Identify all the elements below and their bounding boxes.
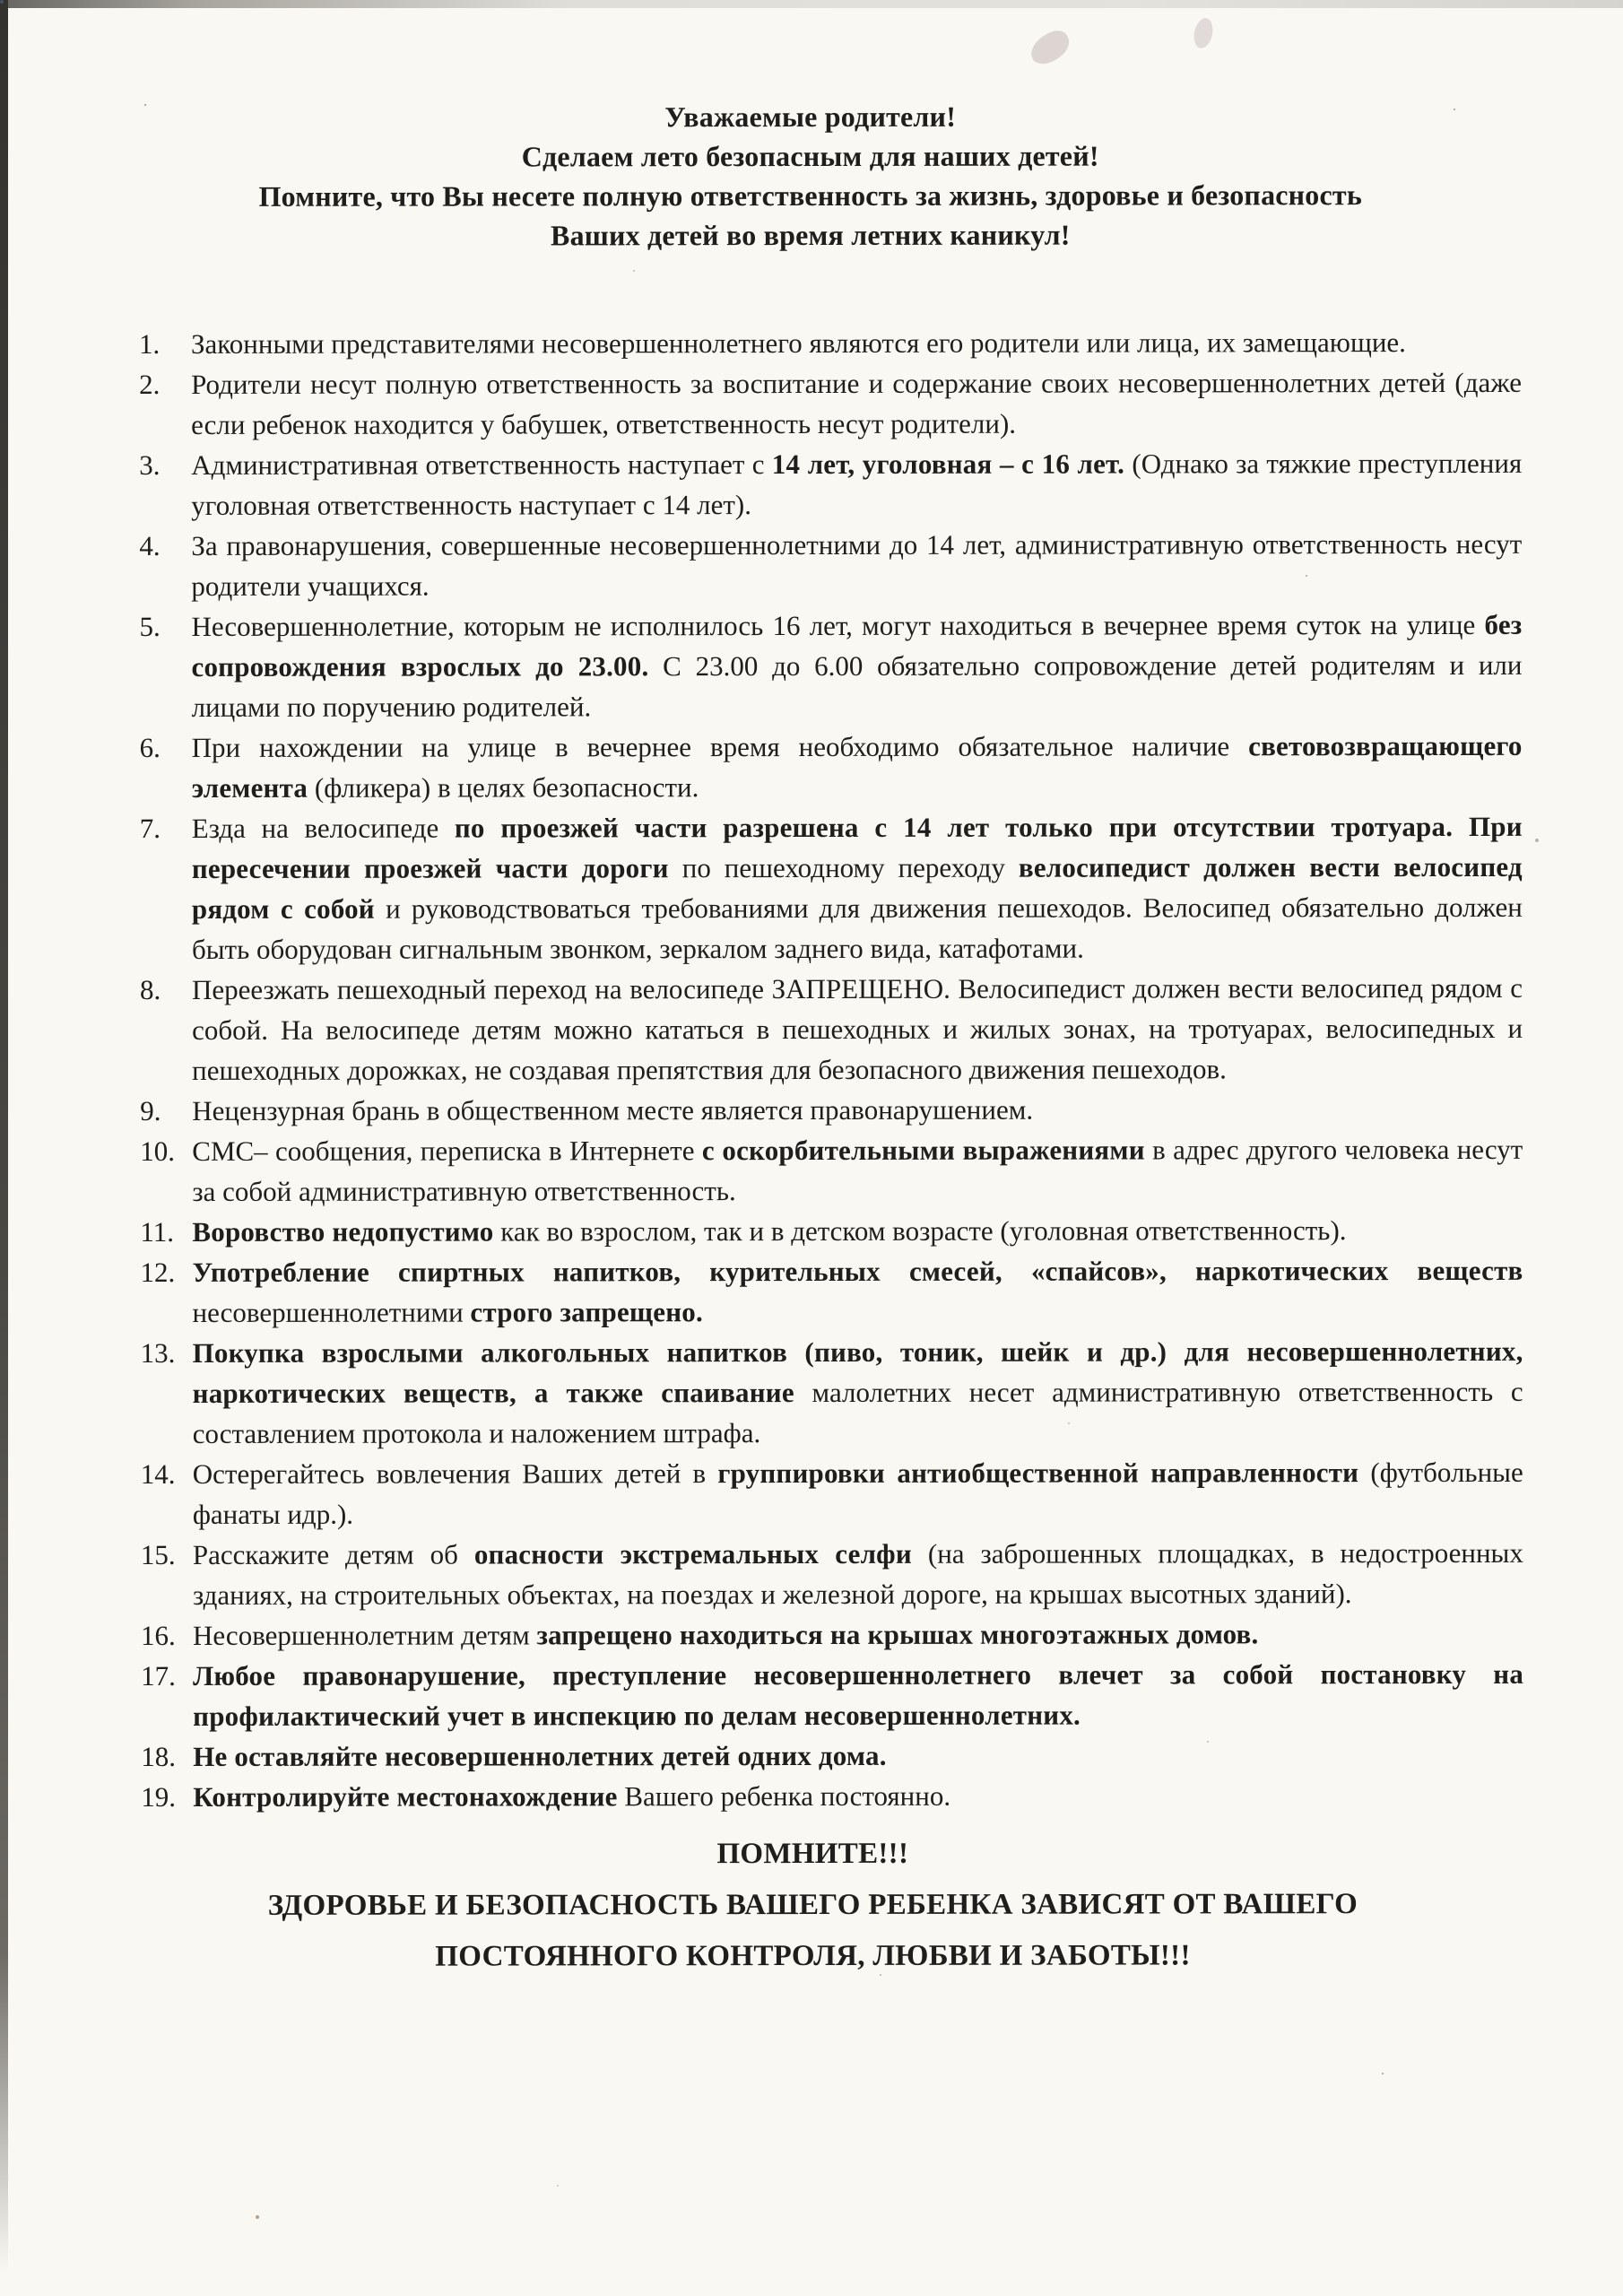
footer-line: ПОМНИТЕ!!! (716, 1837, 909, 1871)
item-text: При нахождении на улице в вечернее время необходимо обязательное наличие световозвращающего элемента (фликера) в целях безопасности. (191, 729, 1523, 804)
item-number: 15. (140, 1538, 176, 1571)
list-item (139, 604, 1522, 727)
list-item (141, 1452, 1523, 1535)
list-item (140, 806, 1523, 970)
list-item (141, 1613, 1523, 1656)
item-number: 11. (140, 1215, 175, 1248)
list-item (141, 1654, 1523, 1736)
item-text: Несовершеннолетним детям запрещено находиться на крышах многоэтажных домов. (192, 1618, 1259, 1651)
item-number: 8. (139, 974, 161, 1006)
header-line: Сделаем лето безопасным для наших детей! (521, 139, 1099, 173)
item-text: Покупка взрослыми алкогольных напитков (пиво, тоник, шейк и др.) для несовершеннолетних, наркотических веществ, а также спаивание малолетних несет административную ответственность с составлением протокола и наложением штрафа. (192, 1335, 1523, 1449)
document-footer (1, 1828, 1623, 1984)
list-item (139, 362, 1522, 445)
item-text: Расскажите детям об опасности экстремальных селфи (на заброшенных площадках, в недостроенных зданиях, на строительных объектах, на поездах и железной дороге, на крышах высотных зданий). (192, 1536, 1523, 1611)
item-text: СМС– сообщения, переписка в Интернете с оскорбительными выражениями в адрес другого человека несут за собой административную ответственность. (192, 1133, 1523, 1207)
header-line: Ваших детей во время летних каникул! (551, 218, 1071, 252)
item-number: 17. (141, 1659, 176, 1692)
list-item (139, 322, 1522, 364)
item-number: 5. (139, 611, 161, 643)
list-item (141, 1775, 1523, 1817)
header-line: Помните, что Вы несете полную ответственность за жизнь, здоровье и безопасность (258, 178, 1362, 213)
item-text: Административная ответственность наступает с 14 лет, уголовная – с 16 лет. (Однако за тяжкие преступления уголовная ответственность наступает с 14 лет). (191, 447, 1523, 521)
list-item (141, 1735, 1523, 1777)
item-number: 4. (139, 530, 161, 562)
footer-line: ЗДОРОВЬЕ И БЕЗОПАСНОСТЬ ВАШЕГО РЕБЕНКА ЗАВИСЯТ ОТ ВАШЕГО (267, 1888, 1358, 1922)
list-item (140, 726, 1523, 808)
item-number: 16. (140, 1619, 176, 1652)
list-item (140, 1250, 1523, 1333)
list-item (140, 968, 1523, 1091)
item-number: 2. (139, 369, 161, 401)
item-text: Не оставляйте несовершеннолетних детей одних дома. (193, 1739, 887, 1772)
item-text: За правонарушения, совершенные несовершеннолетними до 14 лет, административную ответственность несут родители учащихся. (191, 527, 1523, 602)
item-text: Воровство недопустимо как во взрослом, так и в детском возрасте (уголовная ответственность). (192, 1214, 1347, 1248)
item-text: Употребление спиртных напитков, курительных смесей, «спайсов», наркотических веществ несовершеннолетними строго запрещено. (192, 1254, 1523, 1328)
item-text: Остерегайтесь вовлечения Ваших детей в группировки антиобщественной направленности (футбольные фанаты идр.). (192, 1456, 1523, 1530)
list-item (140, 1089, 1523, 1131)
header-line: Уважаемые родители! (664, 100, 957, 134)
item-number: 13. (140, 1336, 176, 1370)
item-number: 3. (139, 449, 161, 482)
footer-line: ПОСТОЯННОГО КОНТРОЛЯ, ЛЮБВИ И ЗАБОТЫ!!! (435, 1939, 1191, 1973)
list-item (139, 524, 1522, 606)
item-number: 10. (140, 1135, 176, 1168)
item-number: 6. (139, 732, 161, 764)
item-number: 19. (141, 1780, 177, 1813)
item-number: 9. (140, 1095, 161, 1127)
rules-list (139, 322, 1523, 1817)
list-item (140, 1210, 1523, 1252)
list-item (139, 443, 1522, 526)
item-number: 12. (140, 1256, 176, 1289)
list-item (141, 1533, 1523, 1615)
item-text: Переезжать пешеходный переход на велосипеде ЗАПРЕЩЕНО. Велосипедист должен вести велосипед рядом с собой. На велосипеде детям можно кататься в пешеходных и жилых зонах, на тротуарах, велосипедных и пешеходных дорожках, не создавая препятствия для безопасного движения пешеходов. (191, 971, 1523, 1086)
item-number: 14. (140, 1457, 176, 1491)
item-text: Езда на велосипеде по проезжей части разрешена с 14 лет только при отсутствии тротуара. При пересечении проезжей части дороги по пешеходному переходу велосипедист должен вести велосипед рядом с собой и руководствоваться требованиями для движения пешеходов. Велосипед обязательно должен быть оборудован сигнальным звонком, зеркалом заднего вида, катафотами. (191, 810, 1523, 965)
list-item (140, 1129, 1523, 1212)
item-text: Несовершеннолетние, которым не исполнилось 16 лет, могут находиться в вечернее время суток на улице без сопровождения взрослых до 23.00. С 23.00 до 6.00 обязательно сопровождение детей родителям и или лицами по поручению родителей. (191, 608, 1523, 723)
item-text: Родители несут полную ответственность за воспитание и содержание своих несовершеннолетних детей (даже если ребенок находится у бабушек, ответственность несут родители). (191, 366, 1523, 440)
document-header (0, 0, 1622, 256)
list-item (141, 1331, 1523, 1454)
item-text: Законными представителями несовершеннолетнего являются его родители или лица, их замещающие. (190, 326, 1406, 360)
item-number: 1. (138, 328, 161, 361)
item-number: 7. (139, 813, 161, 845)
item-number: 18. (141, 1740, 176, 1773)
item-text: Нецензурная брань в общественном месте является правонарушением. (192, 1093, 1034, 1126)
item-text: Любое правонарушение, преступление несовершеннолетнего влечет за собой постановку на профилактический учет в инспекцию по делам несовершеннолетних. (193, 1657, 1524, 1732)
item-text: Контролируйте местонахождение Вашего ребенка постоянно. (193, 1779, 951, 1813)
